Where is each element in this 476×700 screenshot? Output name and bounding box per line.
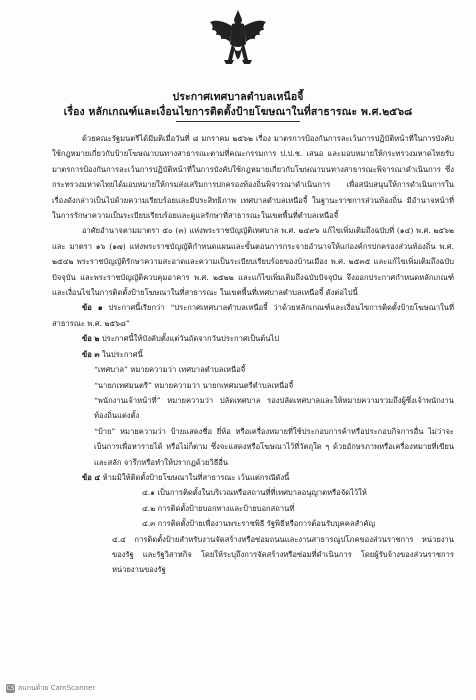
clause-2 (52, 331, 454, 346)
clause-1-number: ข้อ ๑ (82, 303, 103, 313)
clause-4-number: ข้อ ๔ (82, 472, 101, 482)
clause-1 (52, 300, 454, 331)
clause-4 (52, 470, 454, 485)
definition-sign: “ป้าย” หมายความว่า ป้ายแสดงชื่อ ยี่ห้อ หรือเครื่องหมายที่ใช้ประกอบการค้าหรือประกอบกิจการอื่น ไม่ว่าจะเป็นการเพื่อหารายได้ หรือไม่ก็ตาม ซึ่งจะแสดงหรือโฆษณาไว้ที่วัตถุใด ๆ ด้วยอักษรภาพหรือเครื่องหมายที่เขียน และสลัก จารึกหรือทำให้ปรากฏด้วยวิธีอื่น (94, 426, 454, 467)
clause-4-3: ๔.๓ การติดตั้งป้ายเพื่องานพระราชพิธี รัฐพิธีหรือการต้อนรับบุคคลสำคัญ (142, 519, 375, 529)
clause-2-number: ข้อ ๒ (82, 334, 100, 344)
camscanner-icon: CS (6, 684, 15, 692)
clause-2-text: ประกาศนี้ให้บังคับตั้งแต่วันถัดจากวันประกาศเป็นต้นไป (99, 334, 280, 344)
clause-3-text: ในประกาศนี้ (99, 349, 143, 359)
clause-4-1: ๔.๑ เป็นการติดตั้งในบริเวณหรือสถานที่ที่เทศบาลอนุญาตหรือจัดไว้ให้ (142, 488, 367, 498)
garuda-emblem-icon (208, 8, 268, 76)
clause-3 (52, 347, 454, 362)
clause-4-4: ๔.๔ การติดตั้งป้ายสำหรับงานจัดสร้างหรือซ่อมถนนและงานสาธารณูปโภคของส่วนราชการ หน่วยงานของรัฐ และรัฐวิสาหกิจ โดยให้ระบุถึงการจัดสร้างหรือซ่อมที่ดำเนินการ โดยผู้รับจ้างของส่วนราชการ หน่วยงานของรัฐ (112, 534, 454, 575)
scanner-watermark (6, 683, 95, 694)
clause-3-number: ข้อ ๓ (82, 349, 100, 359)
clause-1-text: ประกาศนี้เรียกว่า “ประกาศเทศบาลตำบลเหนือจี้ ว่าด้วยหลักเกณฑ์และเงื่อนไขการติดตั้งป้ายโฆษณาในที่สาธารณะ พ.ศ. ๒๕๖๘” (52, 303, 454, 328)
preamble-paragraph: ด้วยคณะรัฐมนตรีได้มีมติเมื่อวันที่ ๘ มกราคม ๒๕๖๒ เรื่อง มาตรการป้องกันการละเว้นการปฏิบัติหน้าที่ในการบังคับใช้กฎหมายเกี่ยวกับป้ายโฆษณาบนทางสาธารณะตามที่คณะกรรมการ ป.ป.ช. เสนอ และมอบหมายให้กระทรวงมหาดไทยรับมาตรการป้องกันการละเว้นการปฏิบัติหน้าที่ในการบังคับใช้กฎหมายเกี่ยวกับโฆษณาบนทางสาธารณะพิจารณาดำเนินการ ซึ่งกระทรวงมหาดไทยได้มอบหมายให้กรมส่งเสริมการปกครองท้องถิ่นพิจารณาดำเนินการ เพื่อสนับสนุนให้การดำเนินการในเรื่องดังกล่าวเป็นไปด้วยความเรียบร้อยและมีประสิทธิภาพ เทศบาลตำบลเหนือจี้ ในฐานะราชการส่วนท้องถิ่น มีอำนาจหน้าที่ในการรักษาความเป็นระเบียบเรียบร้อยและดูแลรักษาที่สาธารณะในเขตพื้นที่ตำบลเหนือจี้ (52, 134, 454, 221)
title-divider (176, 121, 300, 122)
announcement-title: ประกาศเทศบาลตำบลเหนือจี้ (172, 91, 304, 103)
authority-paragraph: อาศัยอำนาจตามมาตรา ๕๐ (๓) แห่งพระราชบัญญัติเทศบาล พ.ศ. ๒๔๙๖ แก้ไขเพิ่มเติมถึงฉบับที่ (๑๔) พ.ศ. ๒๕๖๒ และ มาตรา ๑๖ (๑๗) แห่งพระราชบัญญัติกำหนดแผนและขั้นตอนการกระจายอำนาจให้แก่องค์กรปกครองส่วนท้องถิ่น พ.ศ. ๒๕๔๒ พระราชบัญญัติรักษาความสะอาดและความเป็นระเบียบเรียบร้อยของบ้านเมือง พ.ศ. ๒๕๓๕ และแก้ไขเพิ่มเติมถึงฉบับปัจจุบัน และพระราชบัญญัติควบคุมอาคาร พ.ศ. ๒๕๒๒ และแก้ไขเพิ่มเติมถึงฉบับปัจจุบัน จึงออกประกาศกำหนดหลักเกณฑ์และเงื่อนไขในการติดตั้งป้ายโฆษณาในที่สาธารณะ ในเขตพื้นที่เทศบาลตำบลเหนือจี้ ดังต่อไปนี้ (52, 226, 454, 298)
scanner-watermark-text: สแกนด้วย CamScanner (18, 684, 96, 692)
document-body (52, 131, 454, 578)
definition-municipality: “เทศบาล” หมายความว่า เทศบาลตำบลเหนือจี้ (94, 365, 246, 375)
definition-mayor: “นายกเทศมนตรี” หมายความว่า นายกเทศมนตรีตำบลเหนือจี้ (94, 380, 294, 390)
clause-4-text: ห้ามมิให้ติดตั้งป้ายโฆษณาในที่สาธารณะ เว้นแต่กรณีดังนี้ (100, 472, 290, 482)
clause-4-2: ๔.๒ การติดตั้งป้ายบอกทางและป้ายบอกสถานที่ (142, 503, 295, 513)
definition-officer: “พนักงานเจ้าหน้าที่” หมายความว่า ปลัดเทศบาล รองปลัดเทศบาลและให้หมายความรวมถึงผู้ซึ่งเจ้าพนักงานท้องถิ่นแต่งตั้ง (94, 395, 454, 421)
announcement-subject: เรื่อง หลักเกณฑ์และเงื่อนไขการติดตั้งป้ายโฆษณาในที่สาธารณะ พ.ศ.๒๕๖๘ (63, 106, 413, 118)
